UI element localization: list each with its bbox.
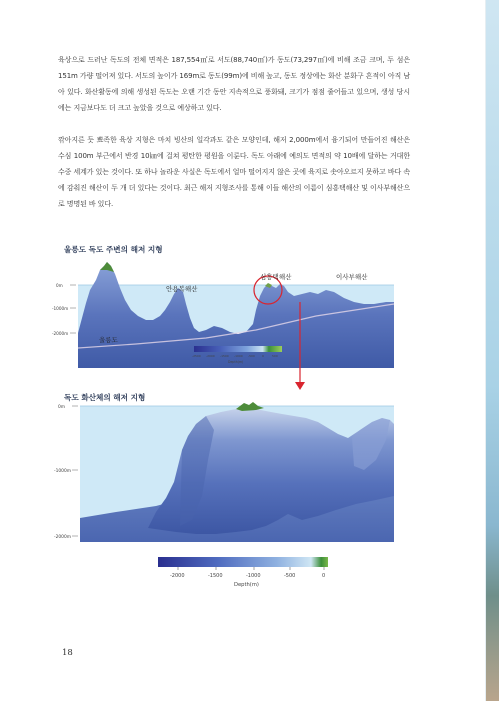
figure2-depth-tick-0: 0m	[58, 405, 66, 410]
edge-divider	[485, 0, 486, 701]
figure1-cb-label: Depth(m)	[228, 360, 244, 364]
edge-photo	[486, 0, 499, 701]
figure1-depth-tick-2: -2000m	[52, 331, 69, 336]
figure1-label-isabu: 이사부해산	[336, 273, 368, 281]
figure1-colorbar	[190, 343, 286, 369]
figure1-cb-tick-4: -500	[248, 354, 255, 358]
figure2-colorbar	[154, 555, 334, 593]
figure1-cb-tick-2: -1500	[220, 354, 229, 358]
figure1-depth-tick-1: -1000m	[52, 306, 69, 311]
figure1-label-simheungtaek: 심흥택해산	[260, 273, 292, 281]
figure1-depth-tick-0: 0m	[56, 283, 63, 288]
figure2-cb-label: Depth(m)	[234, 582, 259, 588]
figure2-cb-tick-3: -500	[284, 573, 296, 579]
figure1-cb-tick-0: -2500	[192, 354, 201, 358]
figure1-label-ulleungdo: 울릉도	[99, 336, 118, 344]
page-number: 18	[62, 648, 73, 658]
figure2-cb-tick-4: 0	[322, 573, 326, 579]
figure1-cb-tick-3: -1000	[234, 354, 243, 358]
figure2-cb-tick-2: -1000	[246, 573, 261, 579]
figure2-cb-tick-0: -2000	[170, 573, 185, 579]
figure1-title: 울릉도 독도 주변의 해저 지형	[64, 245, 163, 254]
callout-arrow	[290, 300, 310, 392]
body-paragraph-1: 육상으로 드러난 독도의 전체 면적은 187,554㎡로 서도(88,740㎡)가 동도(73,297㎡)에 비해 조금 크며, 두 섬은 151m 가량 떨어져 있다. 서도의 높이가 169m로 동도(99m)에 비해 높고, 동도 정상에는 화산 분화구 흔적이 아직 남아 있다. 화산활동에 의해 생성된 독도는 오랜 기간 동안 지속적으로 풍화돼, 크기가 점점 줄어들고 있으며, 생성 당시에는 지금보다도 더 크고 높았을 것으로 예상하고 있다.	[58, 56, 410, 112]
body-paragraph-2: 깎아지른 듯 뾰족한 육상 지형은 마치 빙산의 일각과도 같은 모양인데, 해저 2,000m에서 융기되어 만들어진 해산은 수심 100m 부근에서 반경 10㎞에 걸쳐 평탄한 평원을 이룬다. 독도 아래에 예의도 면적의 약 10배에 달하는 거대한 수중 세계가 있는 것이다. 또 하나 놀라운 사실은 독도에서 얼마 떨어지지 않은 곳에 육지로 솟아오르지 못하고 바다 속에 감춰진 해산이 두 개 더 있다는 것이다. 최근 해저 지형조사를 통해 이들 해산의 이름이 심흥택해산 및 이사부해산으로 명명된 바 있다.	[58, 136, 410, 208]
figure2-title: 독도 화산체의 해저 지형	[64, 393, 146, 402]
figure2-depth-tick-2: -2000m	[54, 535, 72, 540]
figure1-label-anyongbok: 안용복해산	[166, 285, 198, 293]
figure1-cb-tick-6: 500	[272, 354, 278, 358]
figure1-cb-tick-5: 0	[262, 354, 264, 358]
figure1-cb-tick-1: -2000	[206, 354, 215, 358]
figure2-depth-tick-1: -1000m	[54, 469, 72, 474]
figure2-terrain-illustration	[56, 400, 402, 548]
figure2-cb-tick-1: -1500	[208, 573, 223, 579]
